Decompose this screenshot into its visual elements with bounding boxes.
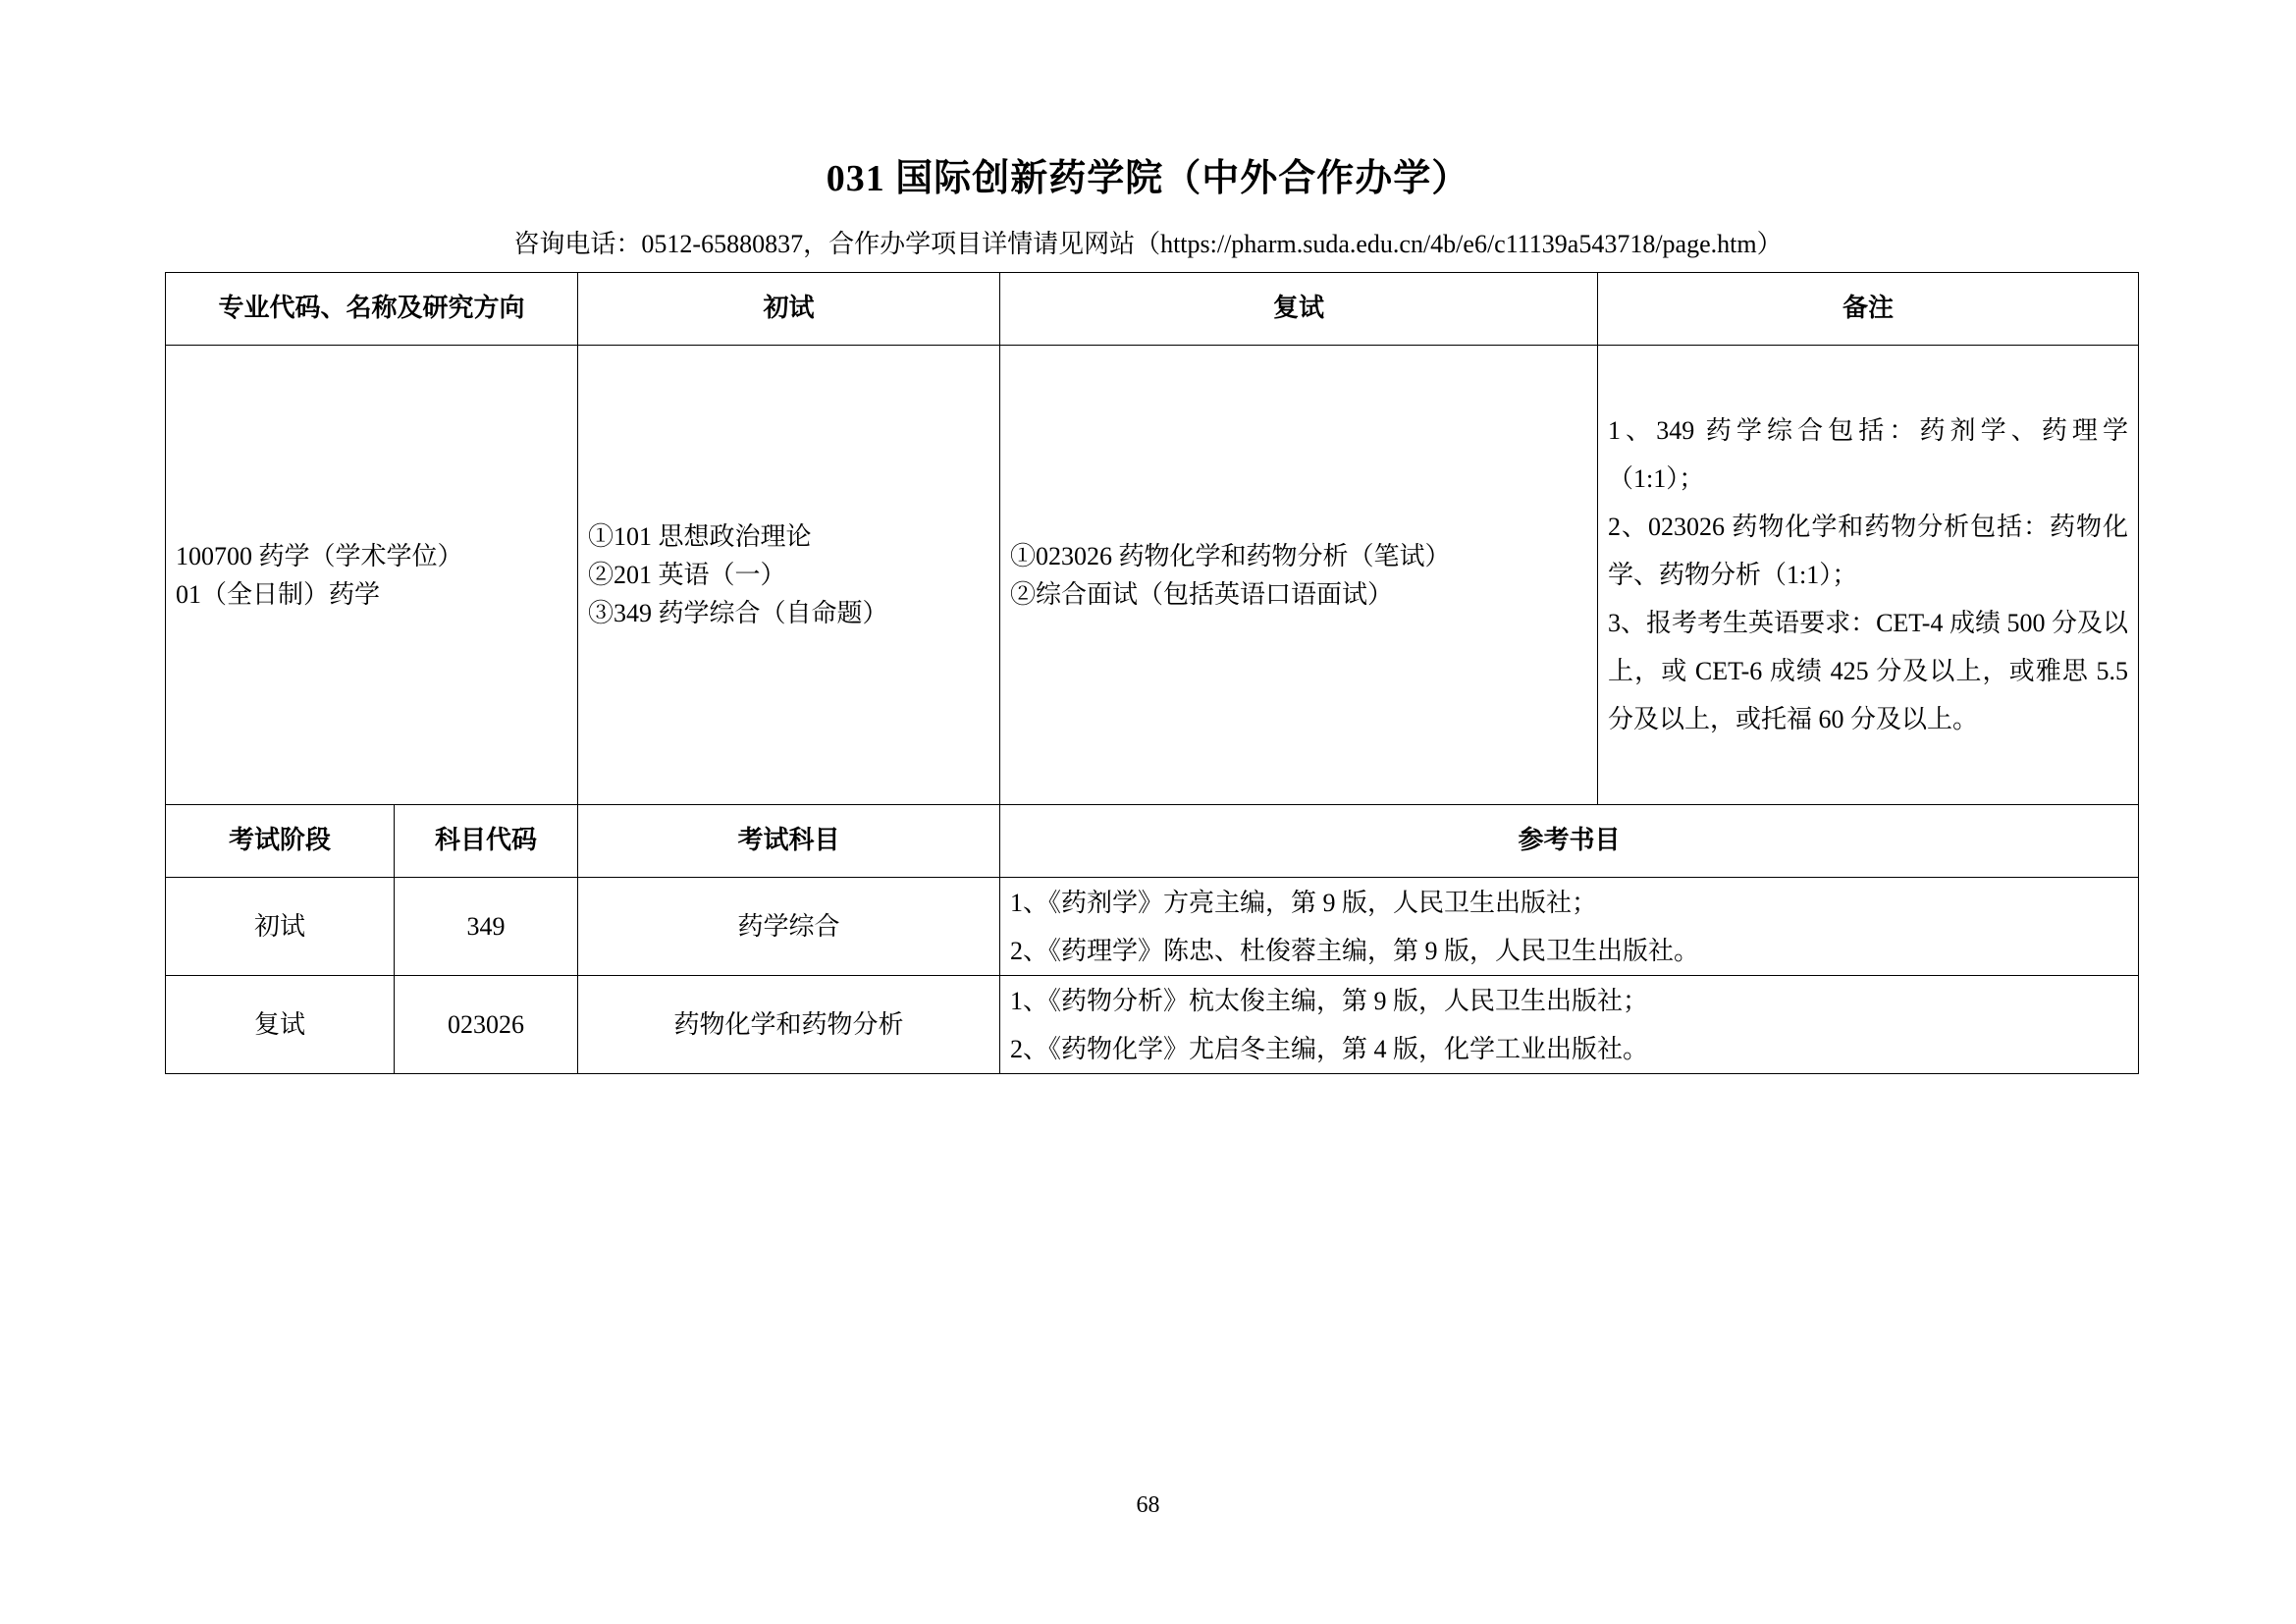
contact-info: 咨询电话：0512-65880837，合作办学项目详情请见网站（https://pharm.suda.edu.cn/4b/e6/c11139a543718/page.htm）: [513, 230, 1783, 258]
subject-cell: 药学综合: [578, 878, 1000, 976]
header-major: 专业代码、名称及研究方向: [166, 273, 578, 346]
prelim-subject-3: ③349 药学综合（自命题）: [588, 599, 888, 627]
major-code-line: 100700 药学（学术学位）: [176, 541, 463, 570]
header-stage: 考试阶段: [166, 805, 395, 878]
retest-cell: [1000, 346, 1598, 805]
prelim-cell: [578, 346, 1000, 805]
stage-cell: 复试: [166, 976, 395, 1074]
retest-item-1: ①023026 药物化学和药物分析（笔试）: [1010, 541, 1451, 570]
header-notes: 备注: [1598, 273, 2139, 346]
prelim-subject-1: ①101 思想政治理论: [588, 522, 812, 551]
subject-cell: 药物化学和药物分析: [578, 976, 1000, 1074]
admissions-table: [165, 272, 2139, 1074]
notes-cell: [1598, 346, 2139, 805]
book-line: 1、《药剂学》方亮主编，第 9 版，人民卫生出版社；: [1010, 888, 1598, 917]
book-line: 1、《药物分析》杭太俊主编，第 9 版，人民卫生出版社；: [1010, 986, 1649, 1015]
table-row: [166, 976, 2139, 1074]
retest-item-2: ②综合面试（包括英语口语面试）: [1010, 579, 1394, 609]
header-retest: 复试: [1000, 273, 1598, 346]
table-row: [166, 878, 2139, 976]
ref-header-row: [166, 805, 2139, 878]
table-header-row: [166, 273, 2139, 346]
page-number: 68: [1136, 1492, 1160, 1518]
books-cell: [1000, 976, 2139, 1074]
code-cell: 349: [395, 878, 578, 976]
major-cell: [166, 346, 578, 805]
header-code: 科目代码: [395, 805, 578, 878]
header-prelim: 初试: [578, 273, 1000, 346]
header-books: 参考书目: [1000, 805, 2139, 878]
table-row: [166, 346, 2139, 805]
major-direction-line: 01（全日制）药学: [176, 579, 381, 609]
book-line: 2、《药物化学》尤启冬主编，第 4 版，化学工业出版社。: [1010, 1034, 1649, 1063]
header-subject: 考试科目: [578, 805, 1000, 878]
note-1: 1、349 药学综合包括：药剂学、药理学（1:1）；: [1608, 416, 2129, 493]
code-cell: 023026: [395, 976, 578, 1074]
books-cell: [1000, 878, 2139, 976]
stage-cell: 初试: [166, 878, 395, 976]
book-line: 2、《药理学》陈忠、杜俊蓉主编，第 9 版，人民卫生出版社。: [1010, 936, 1700, 965]
note-2: 2、023026 药物化学和药物分析包括：药物化学、药物分析（1:1）；: [1608, 513, 2129, 589]
note-3: 3、报考考生英语要求：CET-4 成绩 500 分及以上，或 CET-6 成绩 425 分及以上，或雅思 5.5 分及以上，或托福 60 分及以上。: [1608, 609, 2129, 733]
prelim-subject-2: ②201 英语（一）: [588, 561, 786, 589]
page-title: 031 国际创新药学院（中外合作办学）: [826, 158, 1470, 199]
